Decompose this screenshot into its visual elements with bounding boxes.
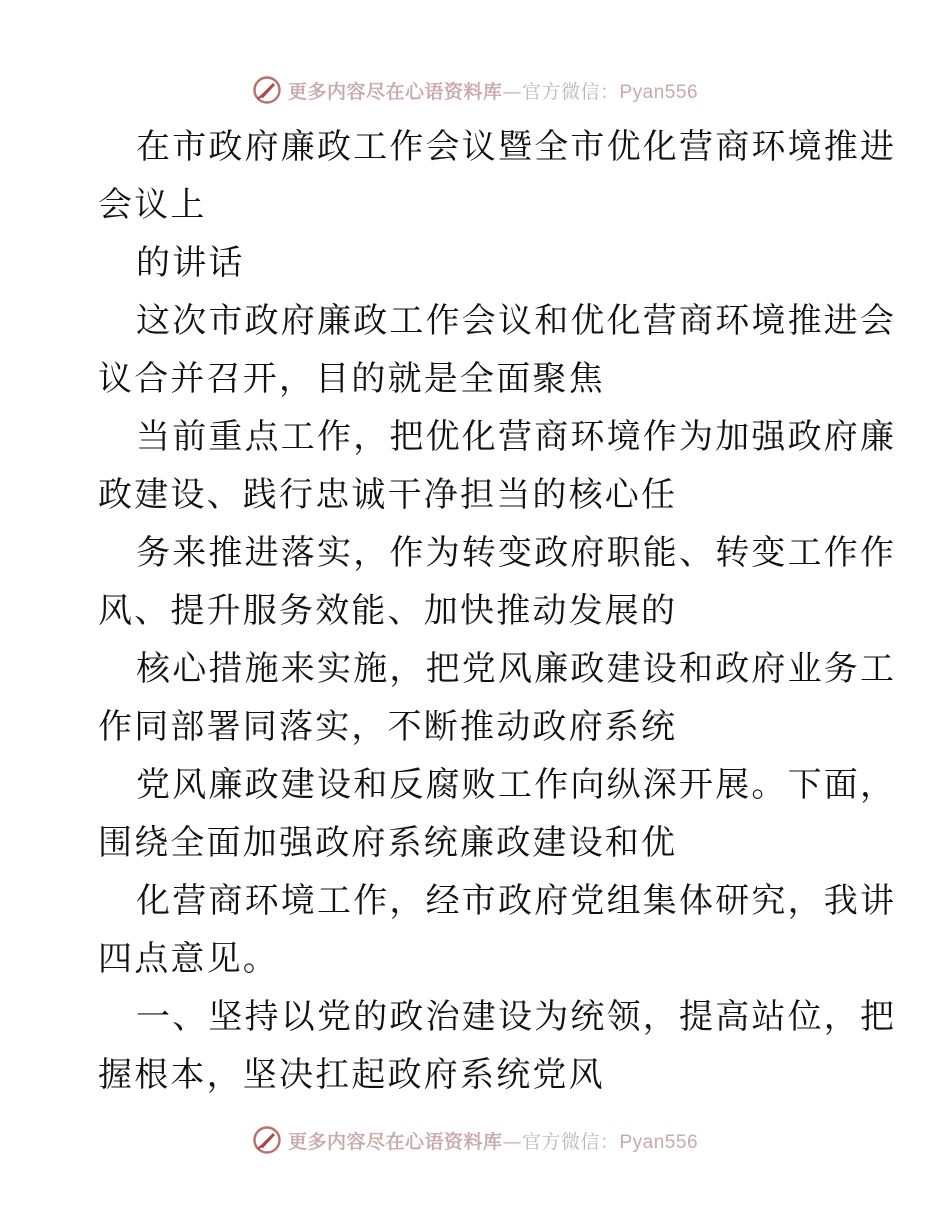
text-line: 化营商环境工作，经市政府党组集体研究，我讲	[136, 881, 897, 921]
watermark-separator: —	[502, 1130, 522, 1153]
text-line: 在市政府廉政工作会议暨全市优化营商环境推进	[136, 127, 897, 167]
text-line: 四点意见。	[98, 939, 279, 979]
watermark-text	[288, 77, 698, 104]
document-body	[98, 118, 897, 1104]
text-line: 作同部署同落实，不断推动政府系统	[98, 707, 678, 747]
watermark-wechat-label: 官方微信：	[521, 80, 620, 103]
quill-circle-icon	[252, 75, 282, 105]
text-line: 务来推进落实，作为转变政府职能、转变工作作	[136, 533, 897, 573]
footer-watermark	[0, 1120, 950, 1160]
text-line: 议合并召开，目的就是全面聚焦	[98, 359, 605, 399]
text-line: 当前重点工作，把优化营商环境作为加强政府廉	[136, 417, 897, 457]
watermark-site: 更多内容尽在心语资料库	[287, 1130, 503, 1153]
text-line: 一、坚持以党的政治建设为统领，提高站位，把	[136, 997, 897, 1037]
text-line: 握根本，坚决扛起政府系统党风	[98, 1055, 605, 1095]
header-watermark	[0, 70, 950, 110]
watermark-separator: —	[502, 80, 522, 103]
text-line: 的讲话	[136, 243, 245, 283]
text-line: 会议上	[98, 185, 207, 225]
watermark-site: 更多内容尽在心语资料库	[287, 80, 503, 103]
text-line: 核心措施来实施，把党风廉政建设和政府业务工	[136, 649, 897, 689]
text-line: 这次市政府廉政工作会议和优化营商环境推进会	[136, 301, 897, 341]
text-line: 围绕全面加强政府系统廉政建设和优	[98, 823, 678, 863]
watermark-wechat-id: Pyan556	[619, 81, 699, 103]
text-line: 政建设、践行忠诚干净担当的核心任	[98, 475, 678, 515]
watermark-wechat-id: Pyan556	[619, 1131, 699, 1153]
watermark-text	[288, 1127, 698, 1154]
watermark-wechat-label: 官方微信：	[521, 1130, 620, 1153]
text-line: 党风廉政建设和反腐败工作向纵深开展。下面，	[136, 765, 897, 805]
quill-circle-icon	[252, 1125, 282, 1155]
text-line: 风、提升服务效能、加快推动发展的	[98, 591, 678, 631]
